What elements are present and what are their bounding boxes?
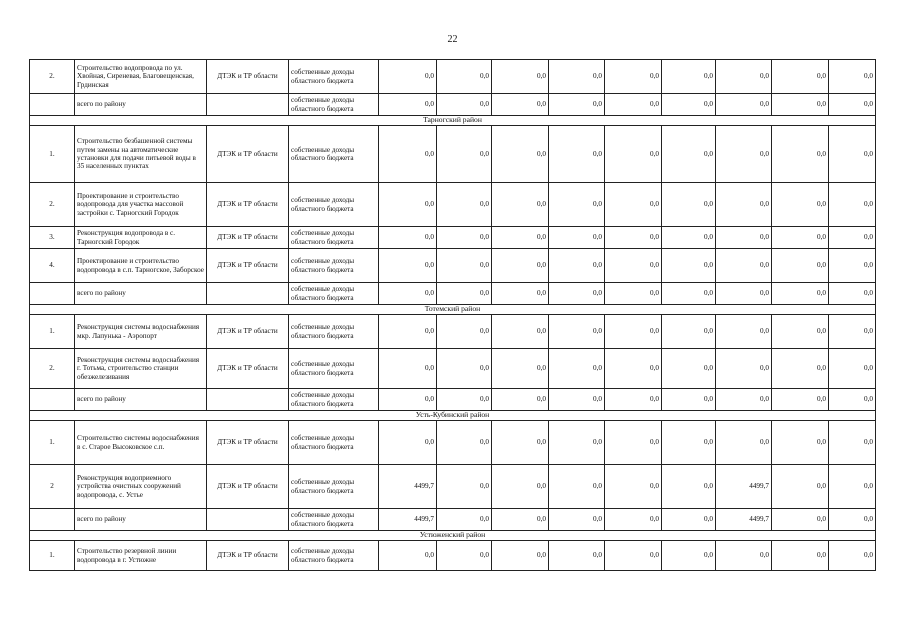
project-name: Строительство безбашенной системы путем замены на автоматические установки для подачи питьевой воды в 35 населенных пунктах — [75, 126, 207, 183]
amount-cell: 0,0 — [437, 389, 492, 411]
row-number: 3. — [30, 227, 75, 249]
project-row — [30, 60, 876, 94]
amount-cell: 0,0 — [605, 315, 662, 349]
funding-source: собственные доходы областного бюджета — [289, 126, 379, 183]
project-row — [30, 249, 876, 283]
amount-cell: 0,0 — [772, 126, 829, 183]
responsible-org: ДТЭК и ТР области — [207, 183, 289, 227]
total-label: всего по району — [75, 389, 207, 411]
row-number — [30, 94, 75, 116]
project-name: Проектирование и строительство водопровода для участка массовой застройки с. Тарногский Городок — [75, 183, 207, 227]
amount-cell: 0,0 — [605, 94, 662, 116]
funding-source: собственные доходы областного бюджета — [289, 315, 379, 349]
amount-cell: 4499,7 — [716, 509, 772, 531]
amount-cell: 0,0 — [662, 315, 716, 349]
amount-cell: 0,0 — [549, 126, 605, 183]
amount-cell: 0,0 — [437, 94, 492, 116]
amount-cell: 0,0 — [662, 465, 716, 509]
amount-cell: 0,0 — [492, 541, 549, 571]
amount-cell: 0,0 — [662, 541, 716, 571]
amount-cell: 0,0 — [772, 283, 829, 305]
amount-cell: 0,0 — [829, 60, 876, 94]
amount-cell: 0,0 — [605, 349, 662, 389]
project-row — [30, 541, 876, 571]
amount-cell: 0,0 — [492, 389, 549, 411]
project-name: Реконструкция водоприемного устройства очистных сооружений водопровода, с. Устье — [75, 465, 207, 509]
amount-cell: 0,0 — [716, 94, 772, 116]
project-name: Проектирование и строительство водопровода в с.п. Тарногское, Заборское — [75, 249, 207, 283]
amount-cell: 0,0 — [772, 249, 829, 283]
project-row — [30, 421, 876, 465]
amount-cell: 0,0 — [662, 94, 716, 116]
amount-cell: 0,0 — [772, 315, 829, 349]
amount-cell: 0,0 — [379, 126, 437, 183]
total-label: всего по району — [75, 94, 207, 116]
row-number: 1. — [30, 315, 75, 349]
amount-cell: 0,0 — [829, 349, 876, 389]
amount-cell: 0,0 — [379, 315, 437, 349]
project-name: Реконструкция водопровода в с. Тарногский Городок — [75, 227, 207, 249]
amount-cell: 0,0 — [605, 227, 662, 249]
amount-cell: 0,0 — [437, 349, 492, 389]
amount-cell: 0,0 — [492, 94, 549, 116]
row-number: 1. — [30, 126, 75, 183]
district-total-row — [30, 94, 876, 116]
responsible-org: ДТЭК и ТР области — [207, 227, 289, 249]
amount-cell: 0,0 — [437, 60, 492, 94]
amount-cell: 0,0 — [437, 183, 492, 227]
amount-cell: 0,0 — [437, 421, 492, 465]
amount-cell: 0,0 — [437, 126, 492, 183]
funding-source: собственные доходы областного бюджета — [289, 60, 379, 94]
amount-cell: 0,0 — [492, 349, 549, 389]
project-row — [30, 227, 876, 249]
amount-cell: 0,0 — [605, 465, 662, 509]
funding-source: собственные доходы областного бюджета — [289, 249, 379, 283]
amount-cell: 0,0 — [437, 249, 492, 283]
page-number: 22 — [447, 34, 458, 45]
total-label: всего по району — [75, 283, 207, 305]
amount-cell: 0,0 — [772, 227, 829, 249]
amount-cell: 0,0 — [716, 349, 772, 389]
amount-cell: 0,0 — [437, 509, 492, 531]
total-label: всего по району — [75, 509, 207, 531]
amount-cell: 0,0 — [437, 465, 492, 509]
responsible-org: ДТЭК и ТР области — [207, 60, 289, 94]
amount-cell: 0,0 — [772, 60, 829, 94]
amount-cell: 0,0 — [605, 249, 662, 283]
project-name: Реконструкция системы водоснабжения г. Тотьма, строительство станции обезжелезивания — [75, 349, 207, 389]
district-total-row — [30, 509, 876, 531]
amount-cell: 0,0 — [829, 249, 876, 283]
amount-cell: 0,0 — [379, 283, 437, 305]
budget-table — [29, 59, 876, 571]
amount-cell: 4499,7 — [379, 465, 437, 509]
amount-cell: 0,0 — [829, 389, 876, 411]
amount-cell: 0,0 — [437, 283, 492, 305]
amount-cell: 0,0 — [662, 126, 716, 183]
amount-cell: 0,0 — [379, 249, 437, 283]
amount-cell: 0,0 — [492, 421, 549, 465]
amount-cell: 0,0 — [492, 283, 549, 305]
amount-cell: 0,0 — [549, 249, 605, 283]
funding-source: собственные доходы областного бюджета — [289, 541, 379, 571]
amount-cell: 0,0 — [829, 227, 876, 249]
row-number: 2. — [30, 60, 75, 94]
amount-cell: 0,0 — [716, 283, 772, 305]
district-header-row — [30, 411, 876, 421]
responsible-org: ДТЭК и ТР области — [207, 541, 289, 571]
amount-cell: 0,0 — [605, 183, 662, 227]
funding-source: собственные доходы областного бюджета — [289, 349, 379, 389]
funding-source: собственные доходы областного бюджета — [289, 465, 379, 509]
amount-cell: 0,0 — [492, 126, 549, 183]
amount-cell: 0,0 — [662, 60, 716, 94]
amount-cell: 0,0 — [492, 509, 549, 531]
amount-cell: 0,0 — [716, 227, 772, 249]
amount-cell: 0,0 — [772, 349, 829, 389]
district-header-row — [30, 116, 876, 126]
row-number: 2. — [30, 183, 75, 227]
amount-cell: 0,0 — [716, 389, 772, 411]
amount-cell: 0,0 — [829, 315, 876, 349]
amount-cell: 0,0 — [549, 541, 605, 571]
district-name: Устюженский район — [30, 531, 876, 541]
responsible-org — [207, 283, 289, 305]
amount-cell: 0,0 — [662, 283, 716, 305]
amount-cell: 0,0 — [716, 541, 772, 571]
amount-cell: 0,0 — [829, 465, 876, 509]
responsible-org — [207, 389, 289, 411]
responsible-org — [207, 94, 289, 116]
amount-cell: 0,0 — [379, 227, 437, 249]
amount-cell: 0,0 — [662, 389, 716, 411]
amount-cell: 0,0 — [829, 509, 876, 531]
funding-source: собственные доходы областного бюджета — [289, 389, 379, 411]
amount-cell: 0,0 — [605, 541, 662, 571]
amount-cell: 0,0 — [605, 421, 662, 465]
amount-cell: 0,0 — [437, 541, 492, 571]
amount-cell: 0,0 — [492, 227, 549, 249]
district-total-row — [30, 283, 876, 305]
amount-cell: 0,0 — [549, 349, 605, 389]
table-body — [30, 60, 876, 571]
row-number — [30, 389, 75, 411]
row-number — [30, 283, 75, 305]
district-header-row — [30, 305, 876, 315]
project-row — [30, 183, 876, 227]
amount-cell: 0,0 — [605, 283, 662, 305]
amount-cell: 0,0 — [492, 60, 549, 94]
project-row — [30, 126, 876, 183]
amount-cell: 0,0 — [716, 249, 772, 283]
district-header-row — [30, 531, 876, 541]
amount-cell: 0,0 — [379, 60, 437, 94]
amount-cell: 0,0 — [379, 421, 437, 465]
amount-cell: 0,0 — [605, 389, 662, 411]
amount-cell: 0,0 — [605, 60, 662, 94]
amount-cell: 0,0 — [829, 126, 876, 183]
amount-cell: 0,0 — [716, 315, 772, 349]
amount-cell: 4499,7 — [379, 509, 437, 531]
amount-cell: 0,0 — [829, 283, 876, 305]
district-name: Тарногский район — [30, 116, 876, 126]
project-row — [30, 349, 876, 389]
amount-cell: 0,0 — [549, 315, 605, 349]
funding-source: собственные доходы областного бюджета — [289, 183, 379, 227]
funding-source: собственные доходы областного бюджета — [289, 509, 379, 531]
amount-cell: 0,0 — [549, 283, 605, 305]
amount-cell: 0,0 — [829, 94, 876, 116]
amount-cell: 0,0 — [772, 94, 829, 116]
amount-cell: 0,0 — [379, 389, 437, 411]
amount-cell: 0,0 — [829, 183, 876, 227]
project-row — [30, 315, 876, 349]
row-number: 4. — [30, 249, 75, 283]
project-name: Реконструкция системы водоснабжения мкр. Лапунька - Аэропорт — [75, 315, 207, 349]
amount-cell: 0,0 — [549, 509, 605, 531]
amount-cell: 0,0 — [716, 126, 772, 183]
amount-cell: 0,0 — [379, 541, 437, 571]
amount-cell: 4499,7 — [716, 465, 772, 509]
amount-cell: 0,0 — [829, 421, 876, 465]
amount-cell: 0,0 — [716, 421, 772, 465]
amount-cell: 0,0 — [492, 315, 549, 349]
amount-cell: 0,0 — [492, 183, 549, 227]
amount-cell: 0,0 — [549, 183, 605, 227]
amount-cell: 0,0 — [662, 249, 716, 283]
district-name: Тотемский район — [30, 305, 876, 315]
amount-cell: 0,0 — [662, 421, 716, 465]
responsible-org: ДТЭК и ТР области — [207, 315, 289, 349]
district-name: Усть-Кубинский район — [30, 411, 876, 421]
row-number: 2 — [30, 465, 75, 509]
responsible-org: ДТЭК и ТР области — [207, 126, 289, 183]
amount-cell: 0,0 — [716, 183, 772, 227]
project-row — [30, 465, 876, 509]
amount-cell: 0,0 — [549, 94, 605, 116]
amount-cell: 0,0 — [549, 60, 605, 94]
amount-cell: 0,0 — [772, 465, 829, 509]
row-number — [30, 509, 75, 531]
amount-cell: 0,0 — [379, 94, 437, 116]
funding-source: собственные доходы областного бюджета — [289, 283, 379, 305]
amount-cell: 0,0 — [605, 126, 662, 183]
amount-cell: 0,0 — [772, 509, 829, 531]
amount-cell: 0,0 — [662, 183, 716, 227]
amount-cell: 0,0 — [829, 541, 876, 571]
amount-cell: 0,0 — [662, 349, 716, 389]
amount-cell: 0,0 — [772, 421, 829, 465]
amount-cell: 0,0 — [492, 465, 549, 509]
amount-cell: 0,0 — [379, 349, 437, 389]
amount-cell: 0,0 — [437, 227, 492, 249]
amount-cell: 0,0 — [662, 227, 716, 249]
amount-cell: 0,0 — [549, 465, 605, 509]
project-name: Строительство резервной линии водопровода в г. Устюжне — [75, 541, 207, 571]
funding-source: собственные доходы областного бюджета — [289, 227, 379, 249]
funding-source: собственные доходы областного бюджета — [289, 94, 379, 116]
responsible-org: ДТЭК и ТР области — [207, 249, 289, 283]
amount-cell: 0,0 — [772, 389, 829, 411]
amount-cell: 0,0 — [605, 509, 662, 531]
amount-cell: 0,0 — [772, 541, 829, 571]
amount-cell: 0,0 — [662, 509, 716, 531]
responsible-org: ДТЭК и ТР области — [207, 349, 289, 389]
amount-cell: 0,0 — [437, 315, 492, 349]
amount-cell: 0,0 — [716, 60, 772, 94]
project-name: Строительство водопровода по ул. Хвойная, Сиреневая, Благовещенская, Грдинская — [75, 60, 207, 94]
amount-cell: 0,0 — [549, 389, 605, 411]
row-number: 1. — [30, 421, 75, 465]
responsible-org — [207, 509, 289, 531]
amount-cell: 0,0 — [549, 421, 605, 465]
row-number: 1. — [30, 541, 75, 571]
funding-source: собственные доходы областного бюджета — [289, 421, 379, 465]
amount-cell: 0,0 — [379, 183, 437, 227]
district-total-row — [30, 389, 876, 411]
amount-cell: 0,0 — [772, 183, 829, 227]
project-name: Строительство системы водоснабжения в с. Старое Высоковское с.п. — [75, 421, 207, 465]
responsible-org: ДТЭК и ТР области — [207, 465, 289, 509]
row-number: 2. — [30, 349, 75, 389]
amount-cell: 0,0 — [549, 227, 605, 249]
amount-cell: 0,0 — [492, 249, 549, 283]
responsible-org: ДТЭК и ТР области — [207, 421, 289, 465]
